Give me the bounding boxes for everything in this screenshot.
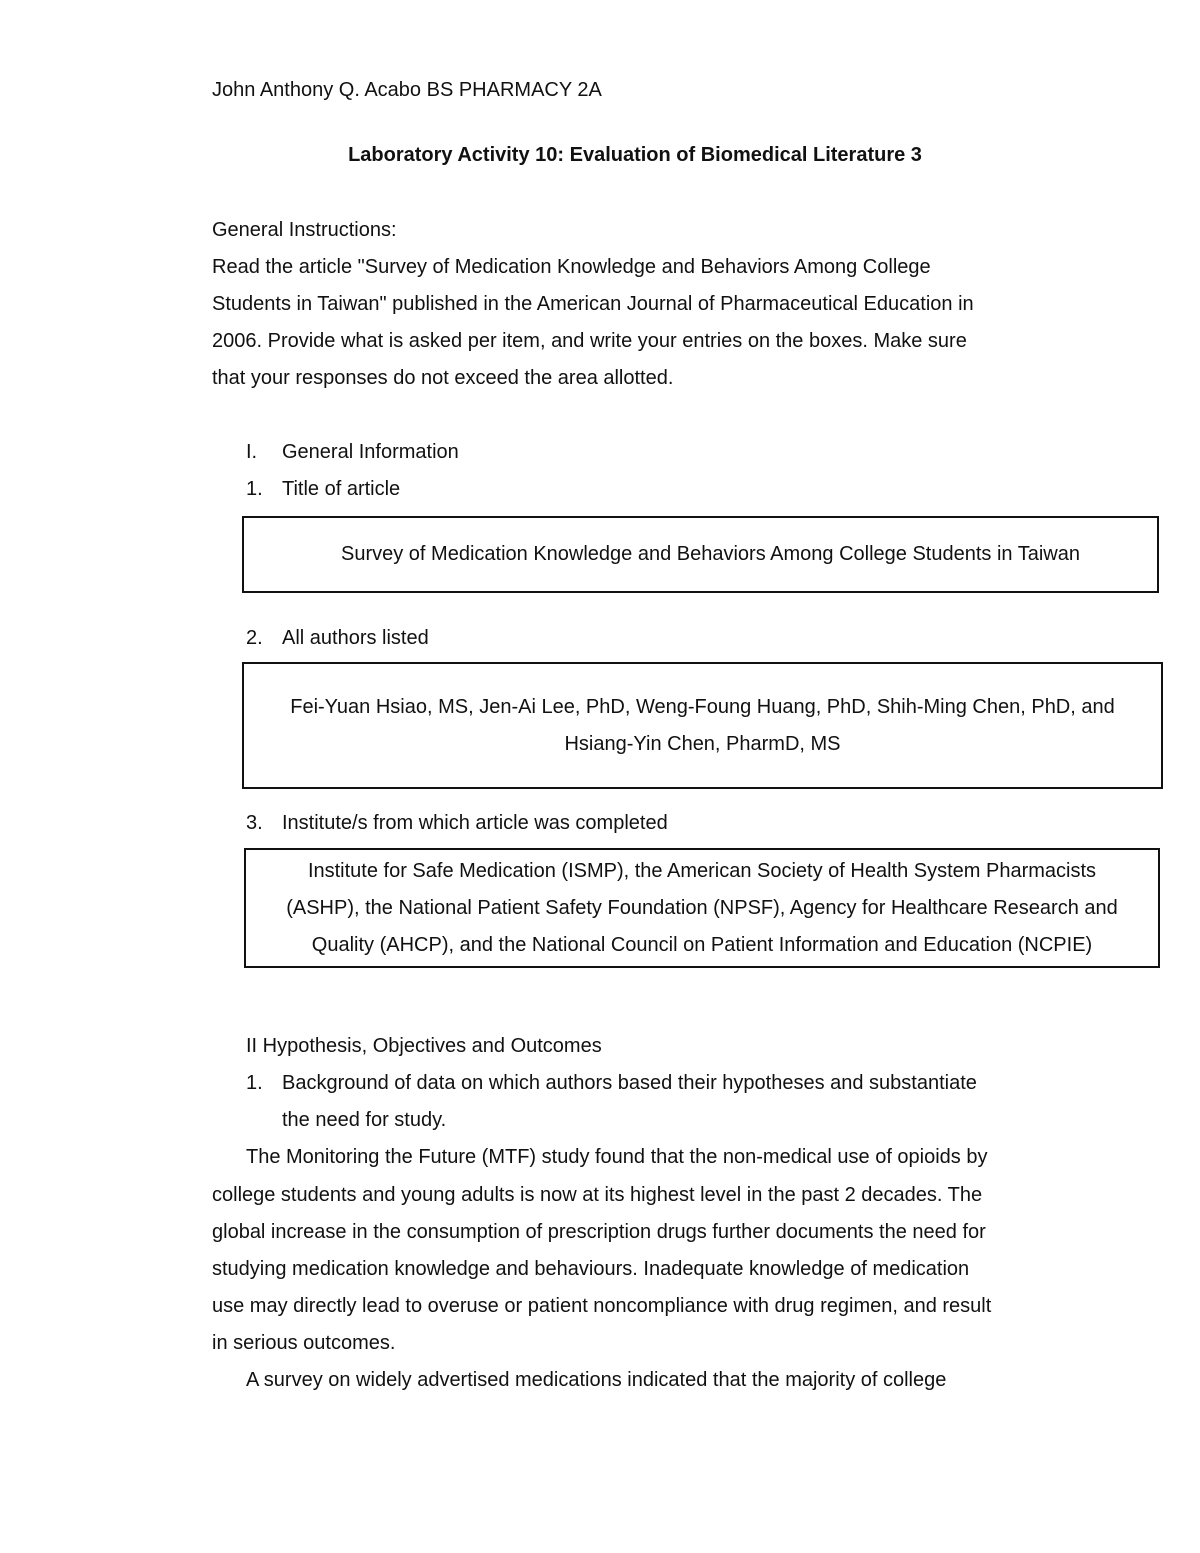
item-label-background: the need for study. [282, 1109, 447, 1131]
item-label-institutes: Institute/s from which article was completed [282, 812, 668, 834]
instructions-line: Read the article "Survey of Medication Knowledge and Behaviors Among College [212, 256, 931, 278]
answer-line: (ASHP), the National Patient Safety Foundation (NPSF), Agency for Healthcare Research and [286, 896, 1118, 919]
answer-line: Quality (AHCP), and the National Council on Patient Information and Education (NCPIE) [311, 933, 1093, 956]
body-line: in serious outcomes. [212, 1332, 396, 1354]
body-line: use may directly lead to overuse or patient noncompliance with drug regimen, and result [212, 1295, 992, 1317]
item-label-authors: All authors listed [282, 627, 429, 649]
item-number: 1. [246, 1072, 263, 1094]
instructions-heading: General Instructions: [212, 219, 397, 241]
instructions-line: Students in Taiwan" published in the American Journal of Pharmaceutical Education in [212, 293, 974, 315]
body-line: A survey on widely advertised medications indicated that the majority of college [246, 1369, 947, 1391]
answer-box-institutes [244, 848, 1160, 968]
section-1-numeral: I. [246, 441, 258, 463]
answer-line: Fei-Yuan Hsiao, MS, Jen-Ai Lee, PhD, Weng-Foung Huang, PhD, Shih-Ming Chen, PhD, and [290, 695, 1115, 718]
answer-line: Survey of Medication Knowledge and Behaviors Among College Students in Taiwan [341, 543, 1080, 565]
body-line: college students and young adults is now at its highest level in the past 2 decades. The [212, 1184, 983, 1206]
item-number: 2. [246, 627, 263, 649]
answer-box-authors [242, 662, 1163, 789]
item-label-background: Background of data on which authors based their hypotheses and substantiate [282, 1072, 977, 1094]
answer-line: Hsiang-Yin Chen, PharmD, MS [564, 732, 841, 755]
body-line: The Monitoring the Future (MTF) study found that the non-medical use of opioids by [246, 1146, 988, 1168]
section-2-heading: II Hypothesis, Objectives and Outcomes [246, 1035, 602, 1057]
body-line: global increase in the consumption of prescription drugs further documents the need for [212, 1221, 986, 1243]
answer-line: Institute for Safe Medication (ISMP), the American Society of Health System Pharmacists [307, 859, 1097, 882]
section-1-heading: General Information [282, 441, 459, 463]
answer-box-title [242, 516, 1159, 593]
document-title: Laboratory Activity 10: Evaluation of Biomedical Literature 3 [348, 144, 922, 166]
student-info-line: John Anthony Q. Acabo BS PHARMACY 2A [212, 79, 602, 101]
body-line: studying medication knowledge and behaviours. Inadequate knowledge of medication [212, 1258, 970, 1280]
item-number: 1. [246, 478, 263, 500]
item-label-title: Title of article [282, 478, 401, 500]
instructions-line: that your responses do not exceed the area allotted. [212, 367, 674, 389]
instructions-line: 2006. Provide what is asked per item, and write your entries on the boxes. Make sure [212, 330, 967, 352]
item-number: 3. [246, 812, 263, 834]
